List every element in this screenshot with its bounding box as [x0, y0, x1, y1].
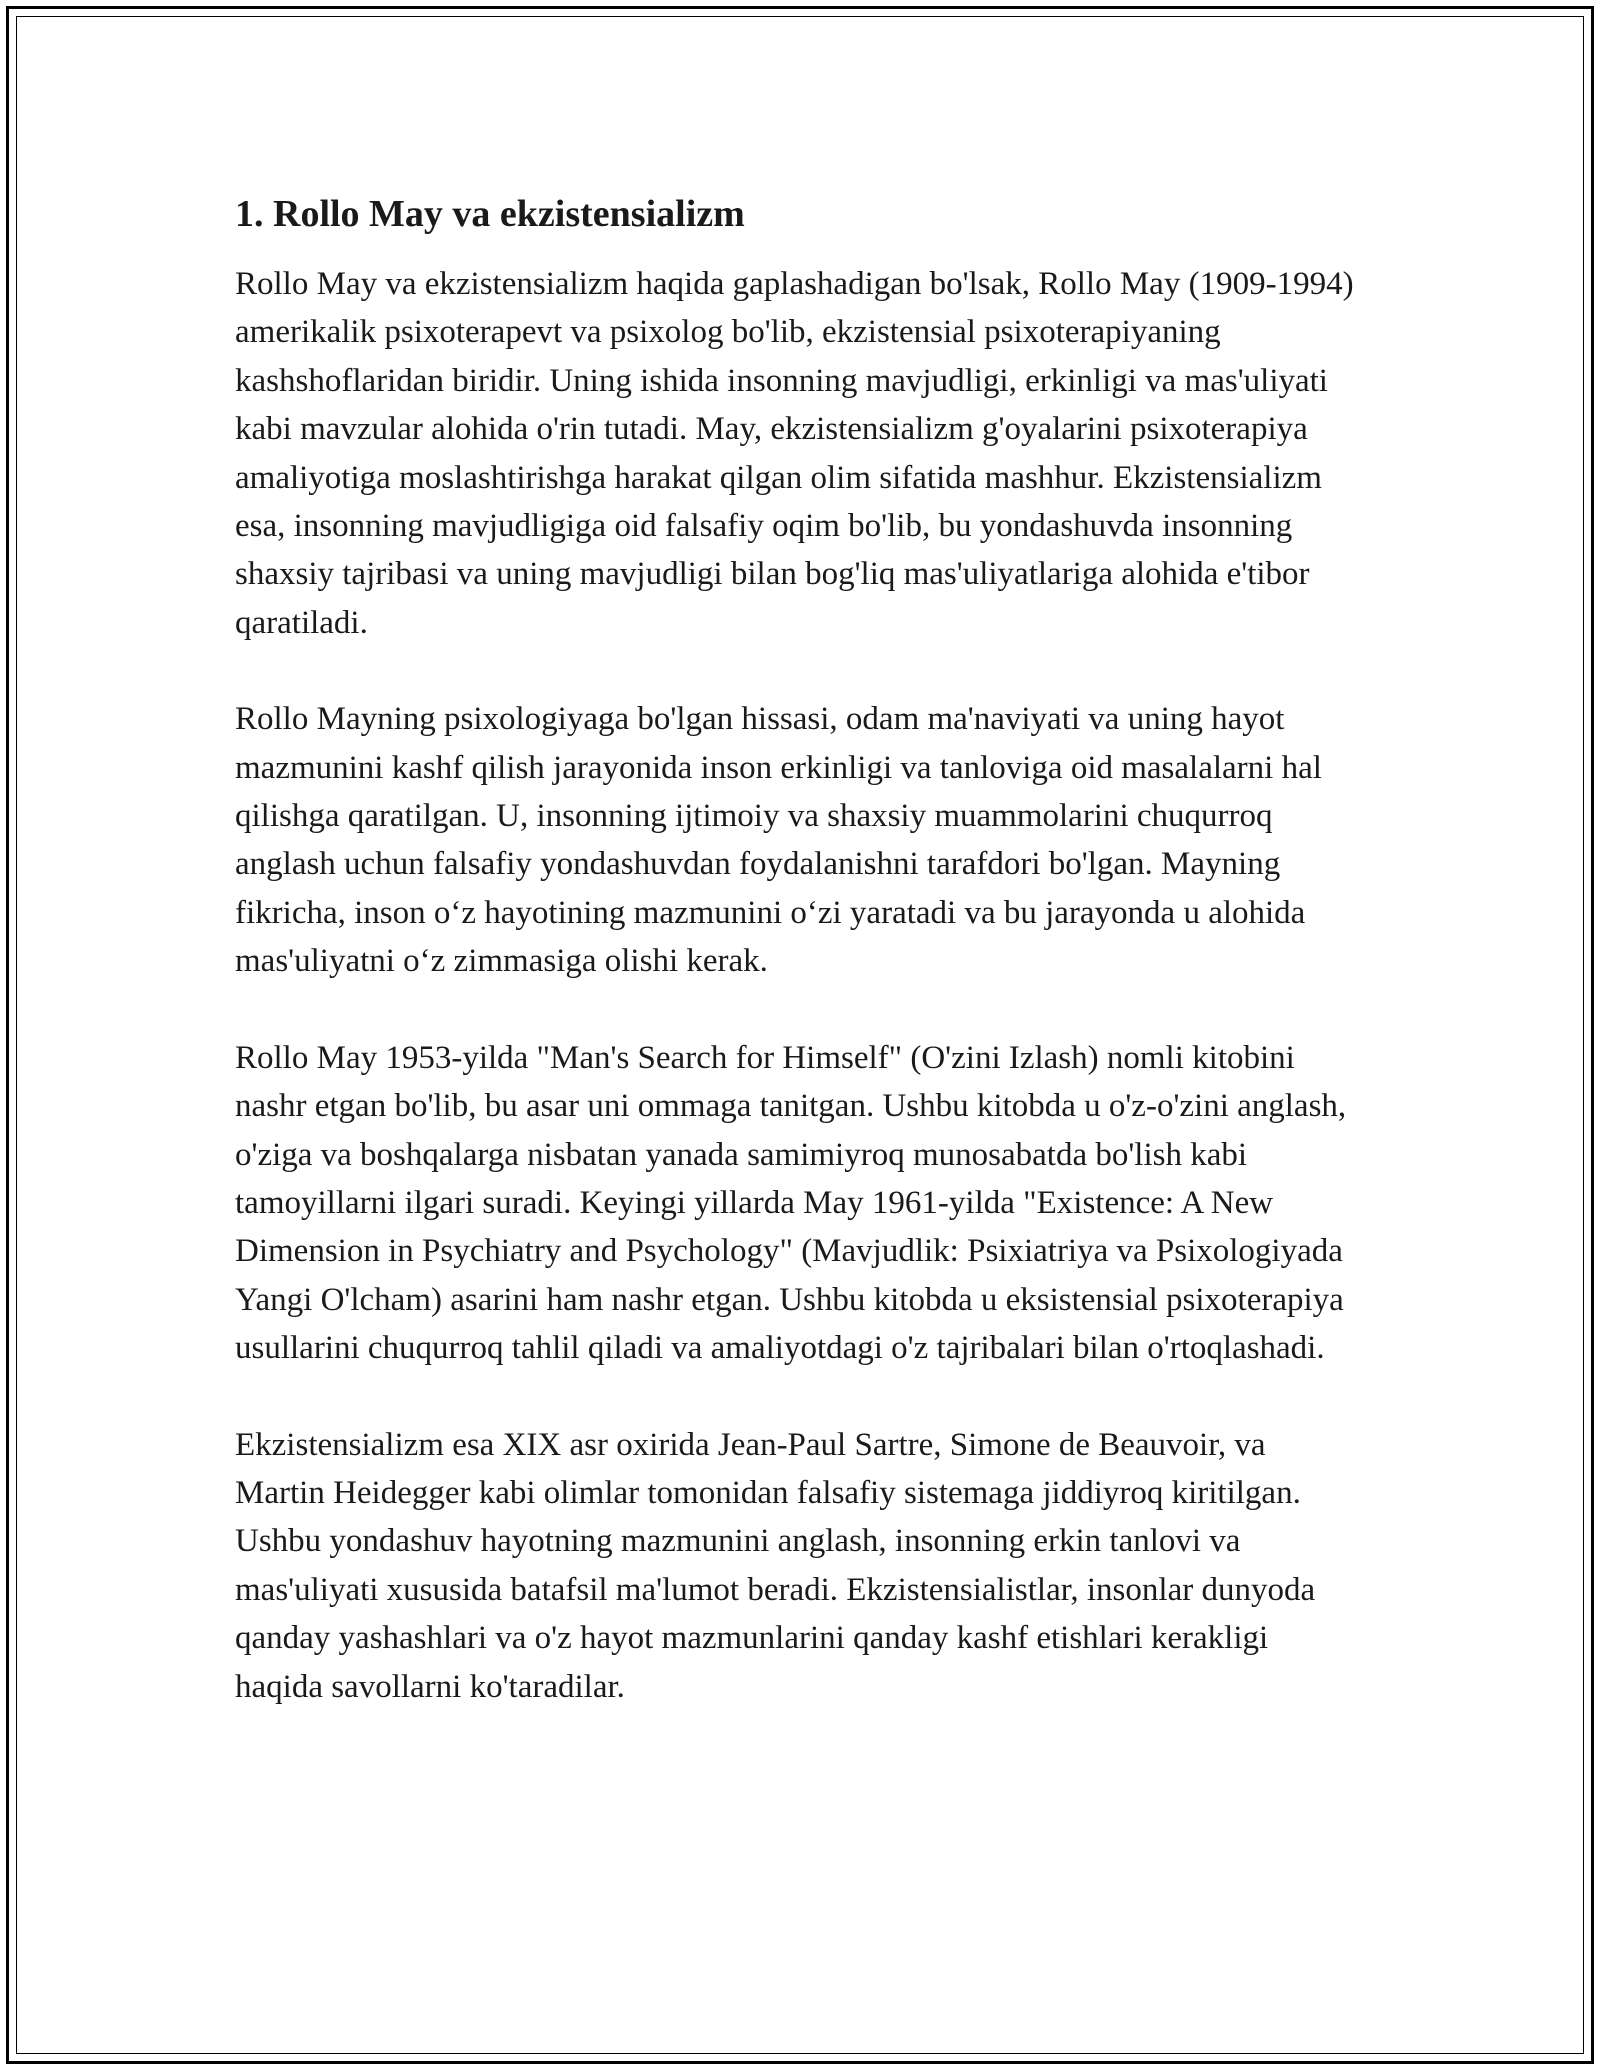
paragraph-4: Ekzistensializm esa XIX asr oxirida Jean-Paul Sartre, Simone de Beauvoir, va Martin Heidegger kabi olimlar tomonidan falsafiy sistemaga jiddiyroq kiritilgan. Ushbu yondashuv hayotning mazmunini anglash, insonning erkin tanlovi va mas'uliyati xususida batafsil ma'lumot beradi. Ekzistensialistlar, insonlar dunyoda qanday yashashlari va o'z hayot mazmunlarini qanday kashf etishlari kerakligi haqida savollarni ko'taradilar.: [235, 1426, 1316, 1705]
paragraph-2: Rollo Mayning psixologiyaga bo'lgan hissasi, odam ma'naviyati va uning hayot mazmunini kashf qilish jarayonida inson erkinligi va tanloviga oid masalalarni hal qilishga qaratilgan. U, insonning ijtimoiy va shaxsiy muammolarini chuqurroq anglash uchun falsafiy yondashuvdan foydalanishni tarafdori bo'lgan. Mayning fikricha, inson o‘z hayotining mazmunini o‘zi yaratadi va bu jarayonda u alohida mas'uliyatni o‘z zimmasiga olishi kerak.: [235, 701, 1322, 980]
section-heading: 1. Rollo May va ekzistensializm: [235, 193, 745, 235]
document-body: [235, 186, 1360, 1759]
paragraph-1: Rollo May va ekzistensializm haqida gaplashadigan bo'lsak, Rollo May (1909-1994) amerikalik psixoterapevt va psixolog bo'lib, ekzistensial psixoterapiyaning kashshoflaridan biridir. Uning ishida insonning mavjudligi, erkinligi va mas'uliyati kabi mavzular alohida o'rin tutadi. May, ekzistensializm g'oyalarini psixoterapiya amaliyotiga moslashtirishga harakat qilgan olim sifatida mashhur. Ekzistensializm esa, insonning mavjudligiga oid falsafiy oqim bo'lib, bu yondashuvda insonning shaxsiy tajribasi va uning mavjudligi bilan bog'liq mas'uliyatlariga alohida e'tibor qaratiladi.: [235, 266, 1354, 641]
paragraph-3: Rollo May 1953-yilda "Man's Search for Himself" (O'zini Izlash) nomli kitobini nashr etgan bo'lib, bu asar uni ommaga tanitgan. Ushbu kitobda u o'z-o'zini anglash, o'ziga va boshqalarga nisbatan yanada samimiyroq munosabatda bo'lish kabi tamoyillarni ilgari suradi. Keyingi yillarda May 1961-yilda "Existence: A New Dimension in Psychiatry and Psychology" (Mavjudlik: Psixiatriya va Psixologiyada Yangi O'lcham) asarini ham nashr etgan. Ushbu kitobda u eksistensial psixoterapiya usullarini chuqurroq tahlil qiladi va amaliyotdagi o'z tajribalari bilan o'rtoqlashadi.: [235, 1039, 1347, 1367]
